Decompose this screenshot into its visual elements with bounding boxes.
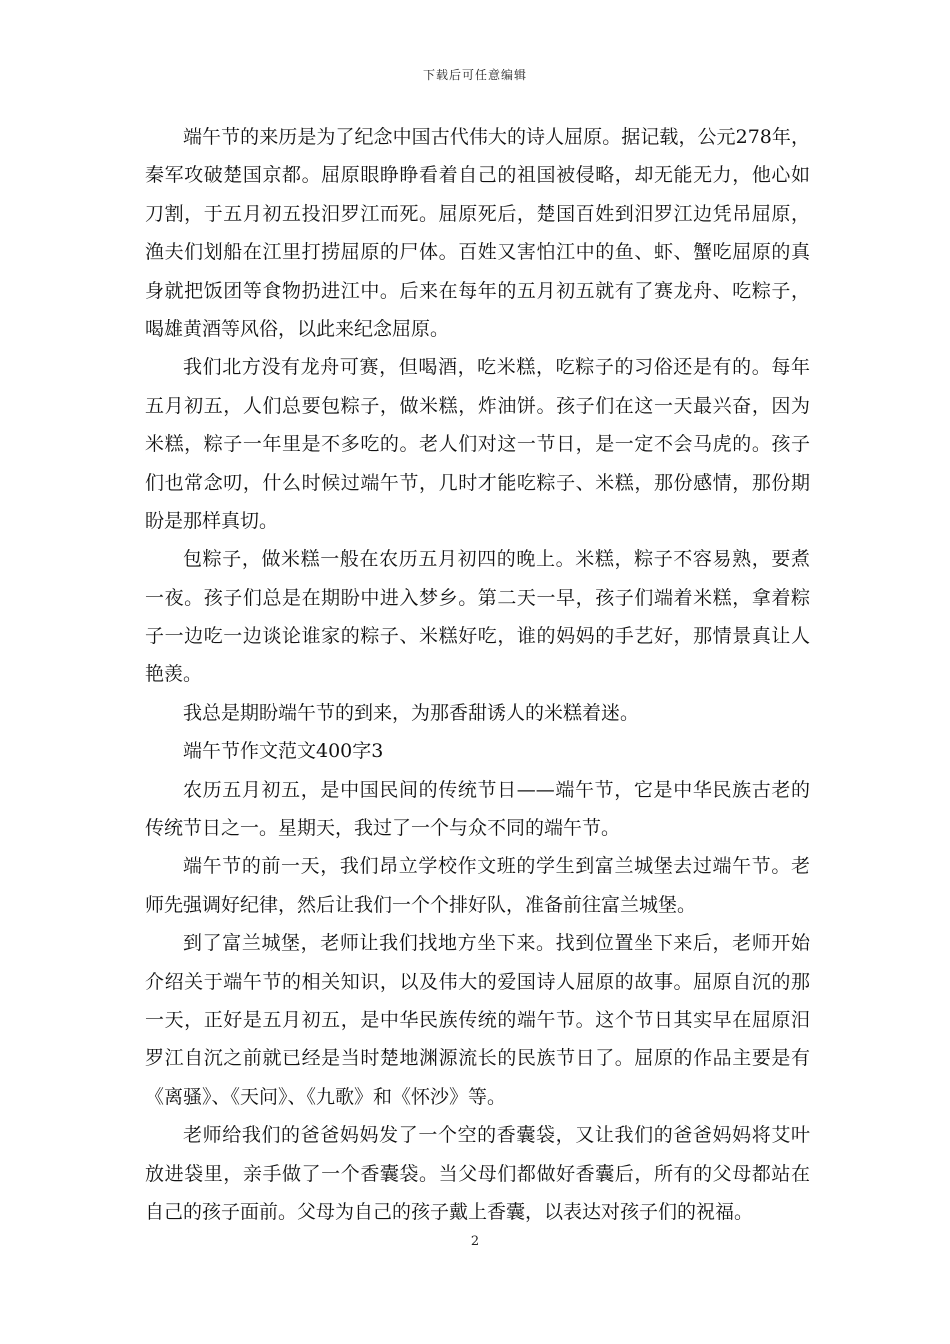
text-line: 五月初五，人们总要包粽子，做米糕，炸油饼。孩子们在这一天最兴奋，因为 bbox=[145, 394, 810, 417]
text-line: 喝雄黄酒等风俗，以此来纪念屈原。 bbox=[145, 317, 450, 340]
text-line: 《离骚》、《天问》、《九歌》和《怀沙》等。 bbox=[145, 1085, 507, 1108]
text-line: 一夜。孩子们总是在期盼中进入梦乡。第二天一早，孩子们端着米糕，拿着粽 bbox=[145, 586, 810, 609]
text-line: 我总是期盼端午节的到来，为那香甜诱人的米糕着迷。 bbox=[183, 701, 640, 724]
page-number: 2 bbox=[470, 1234, 480, 1249]
text-line: 我们北方没有龙舟可赛，但喝酒，吃米糕，吃粽子的习俗还是有的。每年 bbox=[183, 356, 810, 379]
document-body bbox=[145, 118, 810, 1231]
text-line: 一天，正好是五月初五，是中华民族传统的端午节。这个节日其实早在屈原汨 bbox=[145, 1008, 810, 1031]
text-line: 端午节作文范文400字3 bbox=[183, 740, 384, 763]
text-line: 放进袋里，亲手做了一个香囊袋。当父母们都做好香囊后，所有的父母都站在 bbox=[145, 1162, 810, 1185]
text-line: 农历五月初五，是中国民间的传统节日——端午节，它是中华民族古老的 bbox=[183, 778, 810, 801]
text-line: 传统节日之一。星期天，我过了一个与众不同的端午节。 bbox=[145, 817, 621, 840]
text-line: 自己的孩子面前。父母为自己的孩子戴上香囊，以表达对孩子们的祝福。 bbox=[145, 1200, 754, 1223]
text-line: 老师给我们的爸爸妈妈发了一个空的香囊袋，又让我们的爸爸妈妈将艾叶 bbox=[183, 1124, 810, 1147]
text-line: 到了富兰城堡，老师让我们找地方坐下来。找到位置坐下来后，老师开始 bbox=[183, 932, 810, 955]
text-line: 身就把饭团等食物扔进江中。后来在每年的五月初五就有了赛龙舟、吃粽子， bbox=[145, 279, 810, 302]
text-line: 秦军攻破楚国京都。屈原眼睁睁看着自己的祖国被侵略，却无能无力，他心如 bbox=[145, 164, 810, 187]
text-line: 米糕，粽子一年里是不多吃的。老人们对这一节日，是一定不会马虎的。孩子 bbox=[145, 433, 810, 456]
page-header: 下载后可任意编辑 bbox=[422, 68, 527, 82]
text-line: 介绍关于端午节的相关知识，以及伟大的爱国诗人屈原的故事。屈原自沉的那 bbox=[145, 970, 810, 993]
text-line: 盼是那样真切。 bbox=[145, 509, 279, 532]
text-line: 渔夫们划船在江里打捞屈原的尸体。百姓又害怕江中的鱼、虾、蟹吃屈原的真 bbox=[145, 241, 810, 264]
text-line: 刀割，于五月初五投汨罗江而死。屈原死后，楚国百姓到汨罗江边凭吊屈原， bbox=[145, 202, 810, 225]
text-line: 子一边吃一边谈论谁家的粽子、米糕好吃，谁的妈妈的手艺好，那情景真让人 bbox=[145, 625, 810, 648]
text-line: 包粽子，做米糕一般在农历五月初四的晚上。米糕，粽子不容易熟，要煮 bbox=[183, 548, 810, 571]
text-line: 端午节的前一天，我们昂立学校作文班的学生到富兰城堡去过端午节。老 bbox=[183, 855, 810, 878]
text-line: 师先强调好纪律，然后让我们一个个排好队，准备前往富兰城堡。 bbox=[145, 893, 697, 916]
text-line: 艳羡。 bbox=[145, 663, 203, 686]
text-line: 们也常念叨，什么时候过端午节，几时才能吃粽子、米糕，那份感情，那份期 bbox=[145, 471, 810, 494]
text-line: 端午节的来历是为了纪念中国古代伟大的诗人屈原。据记载，公元278年， bbox=[183, 126, 810, 148]
text-line: 罗江自沉之前就已经是当时楚地渊源流长的民族节日了。屈原的作品主要是有 bbox=[145, 1047, 810, 1070]
